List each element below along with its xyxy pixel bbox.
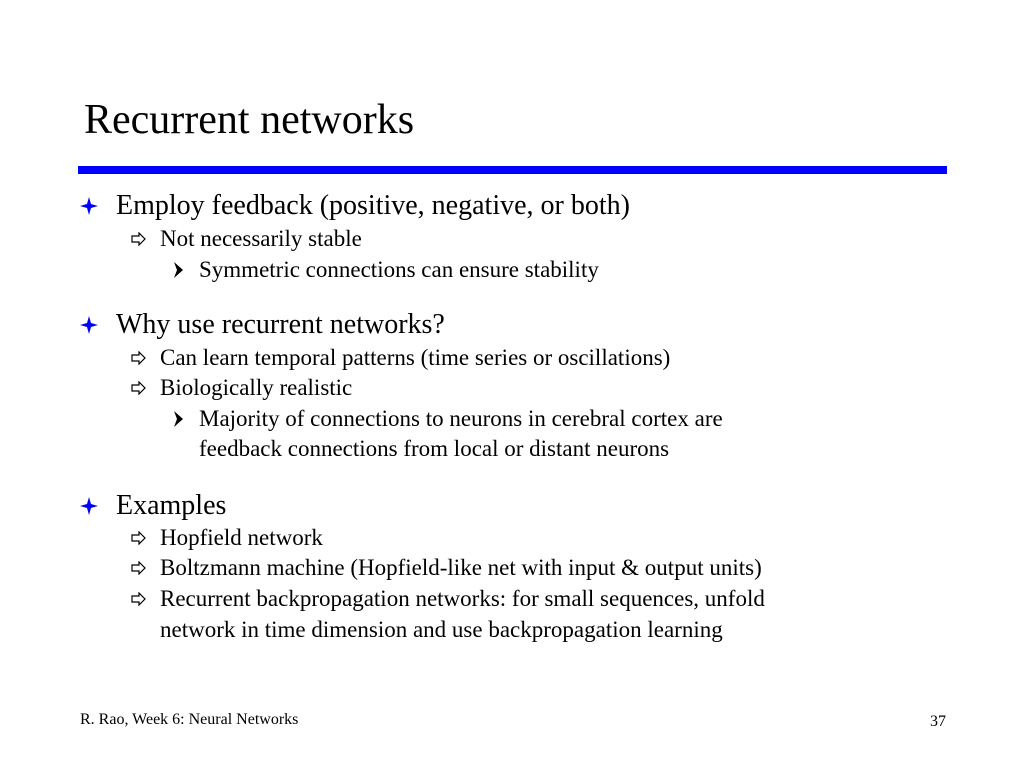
right-triangle-arrowhead-icon: [172, 411, 184, 427]
four-pointed-star-icon: [80, 316, 98, 334]
sub-item-majority-connections-line-1: Majority of connections to neurons in cerebral cortex are: [199, 406, 723, 431]
list-item-not-necessarily-stable: Not necessarily stable: [160, 226, 362, 251]
page-number: 37: [930, 713, 946, 730]
hollow-right-arrow-icon: [131, 592, 147, 606]
section-heading-why-recurrent: Why use recurrent networks?: [116, 309, 445, 340]
sub-item-symmetric-connections: Symmetric connections can ensure stability: [199, 257, 599, 282]
list-item-recurrent-backprop-line-2: network in time dimension and use backpropagation learning: [160, 617, 723, 642]
section-heading-examples: Examples: [116, 490, 227, 521]
hollow-right-arrow-icon: [131, 351, 147, 365]
slide-title: Recurrent networks: [84, 97, 415, 143]
hollow-right-arrow-icon: [131, 232, 147, 246]
hollow-right-arrow-icon: [131, 381, 147, 395]
title-underline-rule: [78, 166, 947, 174]
right-triangle-arrowhead-icon: [172, 262, 184, 278]
four-pointed-star-icon: [80, 497, 98, 515]
footer-course-label: R. Rao, Week 6: Neural Networks: [80, 711, 299, 728]
list-item-recurrent-backprop-line-1: Recurrent backpropagation networks: for small sequences, unfold: [160, 586, 765, 611]
hollow-right-arrow-icon: [131, 561, 147, 575]
list-item-biologically-realistic: Biologically realistic: [160, 375, 353, 400]
list-item-boltzmann: Boltzmann machine (Hopfield-like net with input & output units): [160, 555, 762, 580]
sub-item-majority-connections-line-2: feedback connections from local or distant neurons: [199, 436, 670, 461]
four-pointed-star-icon: [80, 197, 98, 215]
list-item-hopfield: Hopfield network: [160, 525, 323, 550]
list-item-temporal-patterns: Can learn temporal patterns (time series or oscillations): [160, 345, 671, 370]
hollow-right-arrow-icon: [131, 531, 147, 545]
section-heading-feedback: Employ feedback (positive, negative, or both): [116, 190, 630, 221]
